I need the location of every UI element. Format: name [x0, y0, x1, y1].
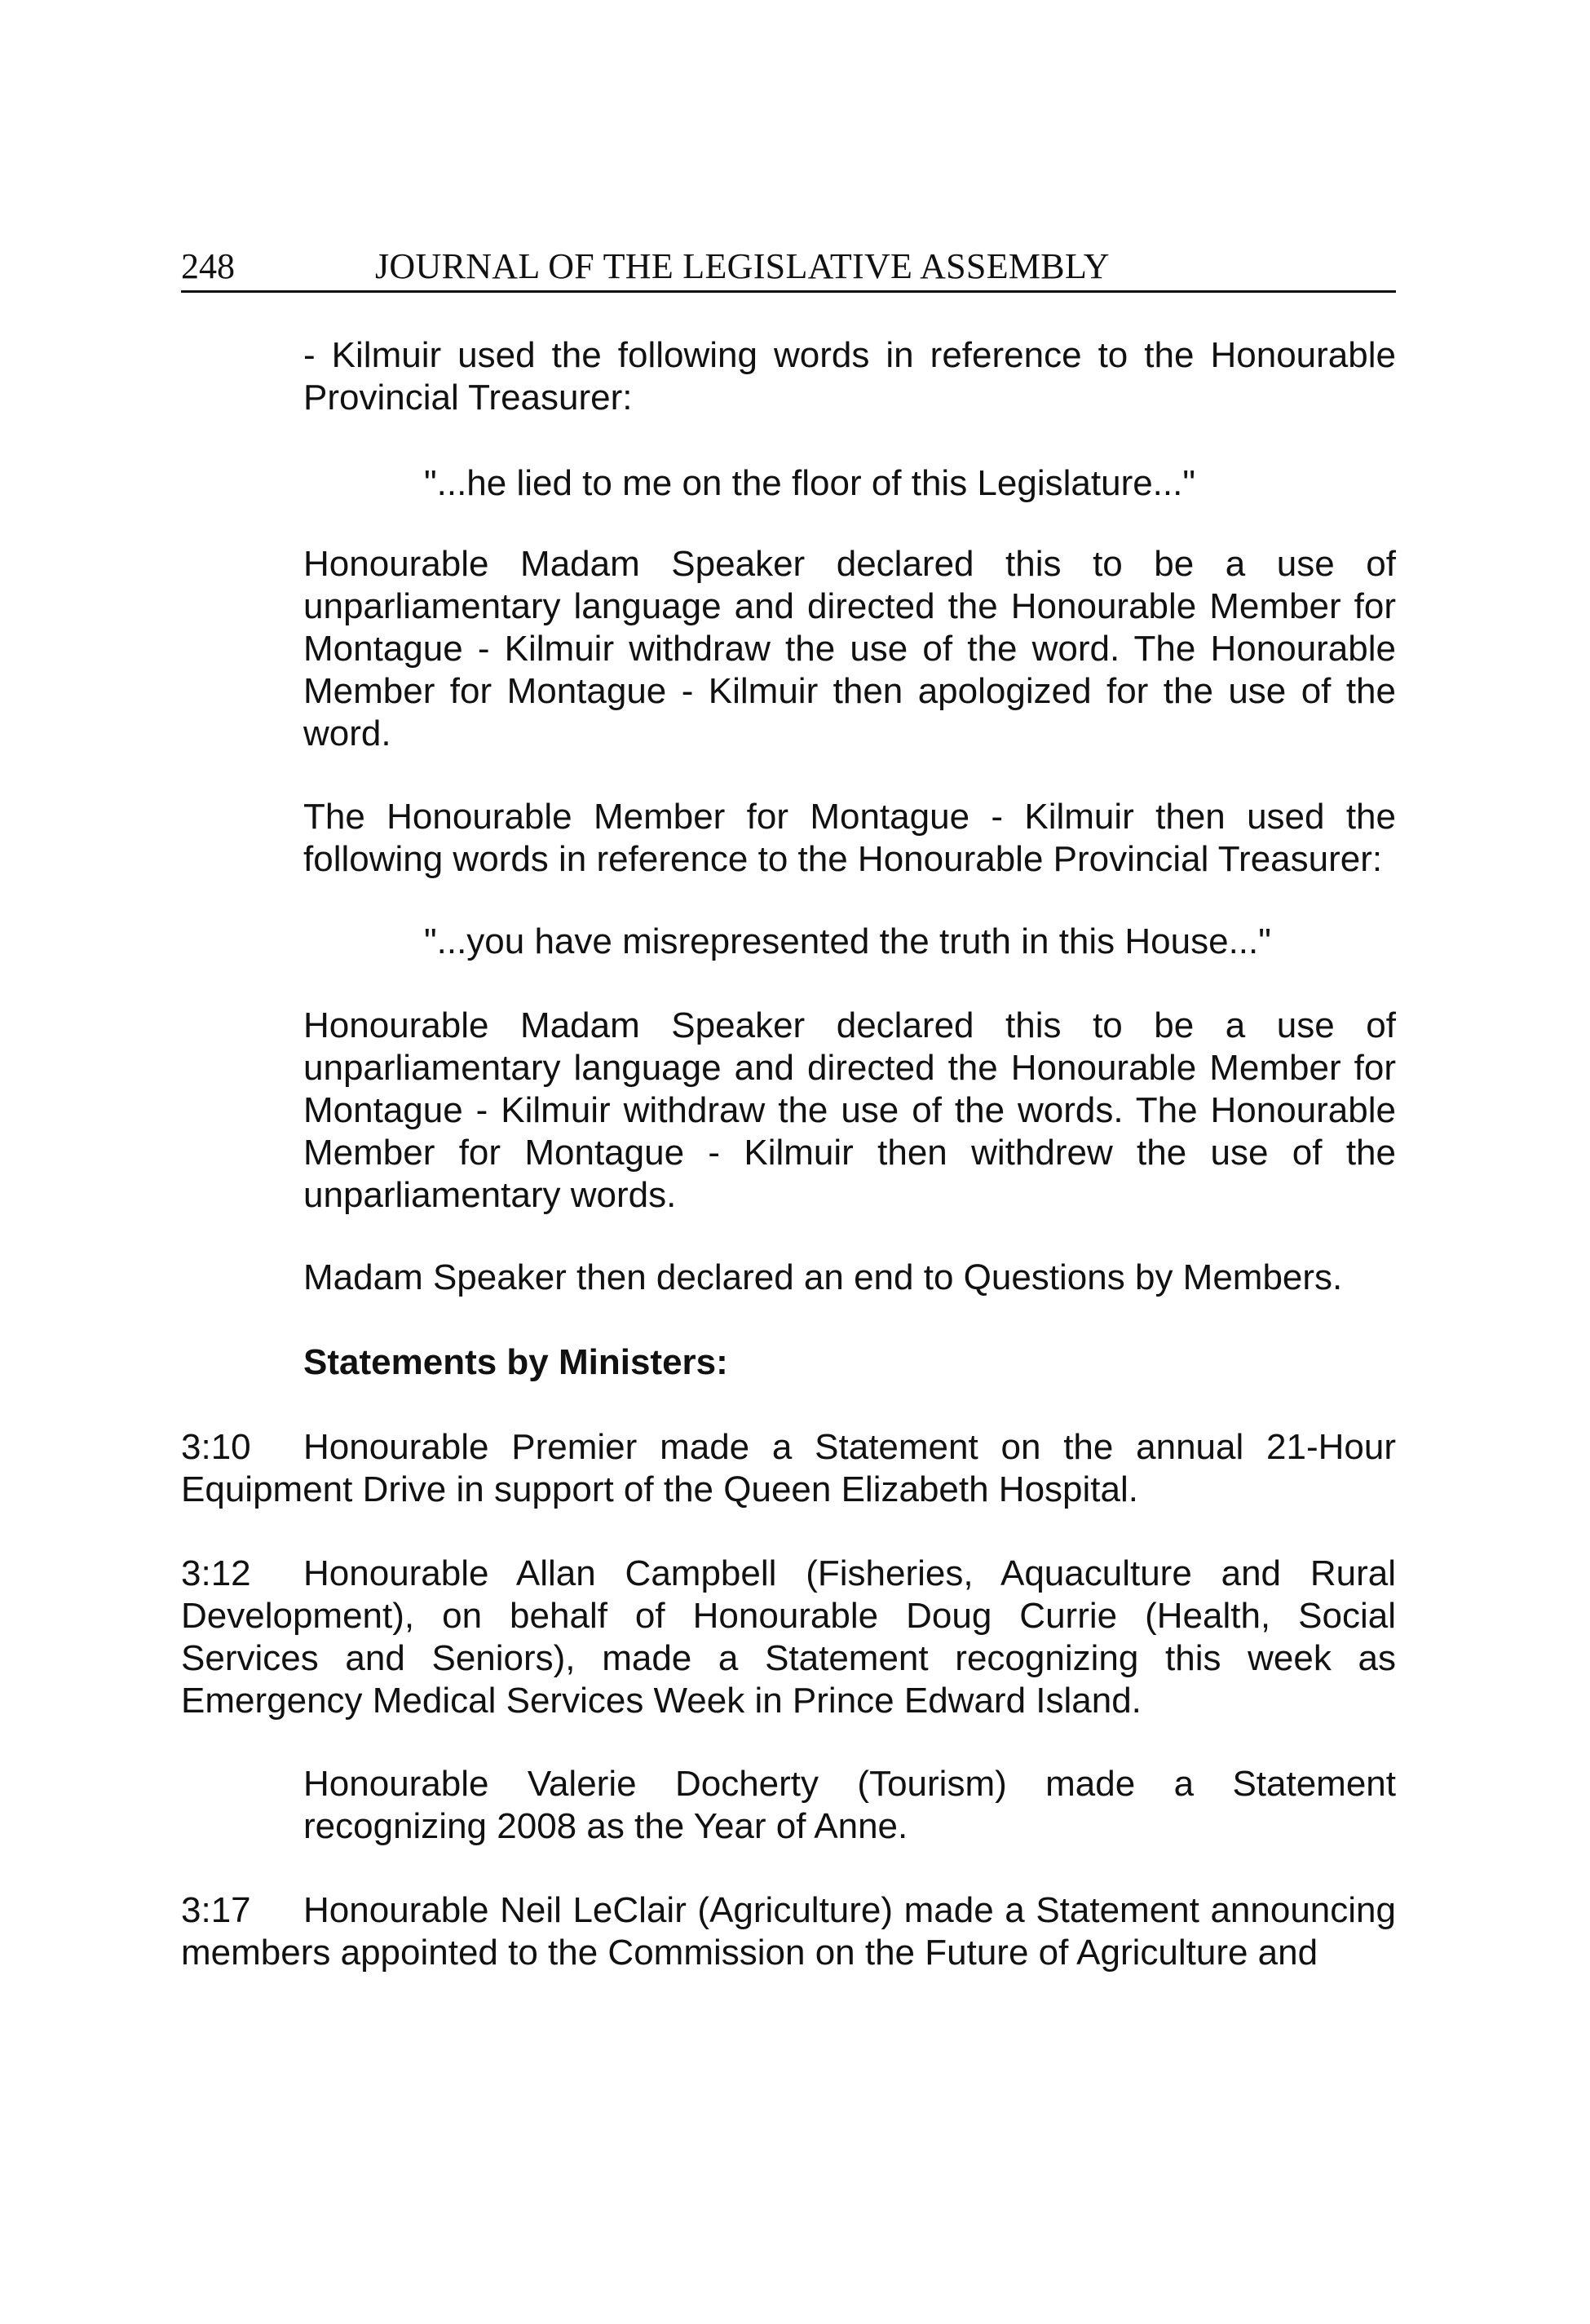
- paragraph-speaker-ruling-1: Honourable Madam Speaker declared this to be a use of unparliamentary language and directed the Honourable Member for Montague - Kilmuir withdraw the use of the word. The Honourable Member for Montague - Kilmuir then apologized for the use of the word.: [303, 544, 1396, 753]
- paragraph-kilmuir-words-2: The Honourable Member for Montague - Kilmuir then used the following words in reference to the Honourable Provincial Treasurer:: [303, 797, 1396, 879]
- entry-docherty: Honourable Valerie Docherty (Tourism) made a Statement recognizing 2008 as the Year of Anne.: [303, 1764, 1396, 1846]
- entry-text: Honourable Allan Campbell (Fisheries, Aquaculture and Rural Development), on behalf of Honourable Doug Currie (Health, Social Services and Seniors), made a Statement recognizing this week as Emergency Medical Services Week in Prince Edward Island.: [181, 1553, 1396, 1721]
- quote-lied: "...he lied to me on the floor of this Legislature...": [424, 463, 1195, 503]
- page-number: 248: [181, 246, 235, 286]
- entry-time: 3:10: [181, 1427, 251, 1467]
- paragraph-kilmuir-words: - Kilmuir used the following words in reference to the Honourable Provincial Treasurer:: [303, 335, 1396, 418]
- entry-3-17: [181, 1889, 1396, 1974]
- paragraph-end-questions: Madam Speaker then declared an end to Questions by Members.: [303, 1257, 1343, 1297]
- entry-time: 3:12: [181, 1553, 251, 1593]
- entry-text: Honourable Premier made a Statement on the annual 21-Hour Equipment Drive in support of the Queen Elizabeth Hospital.: [181, 1427, 1396, 1509]
- entry-time: 3:17: [181, 1890, 251, 1930]
- entry-3-10: [181, 1426, 1396, 1511]
- journal-title: JOURNAL OF THE LEGISLATIVE ASSEMBLY: [375, 246, 1110, 286]
- section-heading-statements: Statements by Ministers:: [303, 1342, 728, 1382]
- entry-text: Honourable Neil LeClair (Agriculture) made a Statement announcing members appointed to the Commission on the Future of Agriculture and: [181, 1890, 1396, 1973]
- entry-3-12: [181, 1553, 1396, 1722]
- paragraph-speaker-ruling-2: Honourable Madam Speaker declared this to be a use of unparliamentary language and directed the Honourable Member for Montague - Kilmuir withdraw the use of the words. The Honourable Member for Montague - Kilmuir then withdrew the use of the unparliamentary words.: [303, 1005, 1396, 1215]
- page-header: [181, 245, 1396, 293]
- quote-misrepresented: "...you have misrepresented the truth in this House...": [424, 921, 1271, 961]
